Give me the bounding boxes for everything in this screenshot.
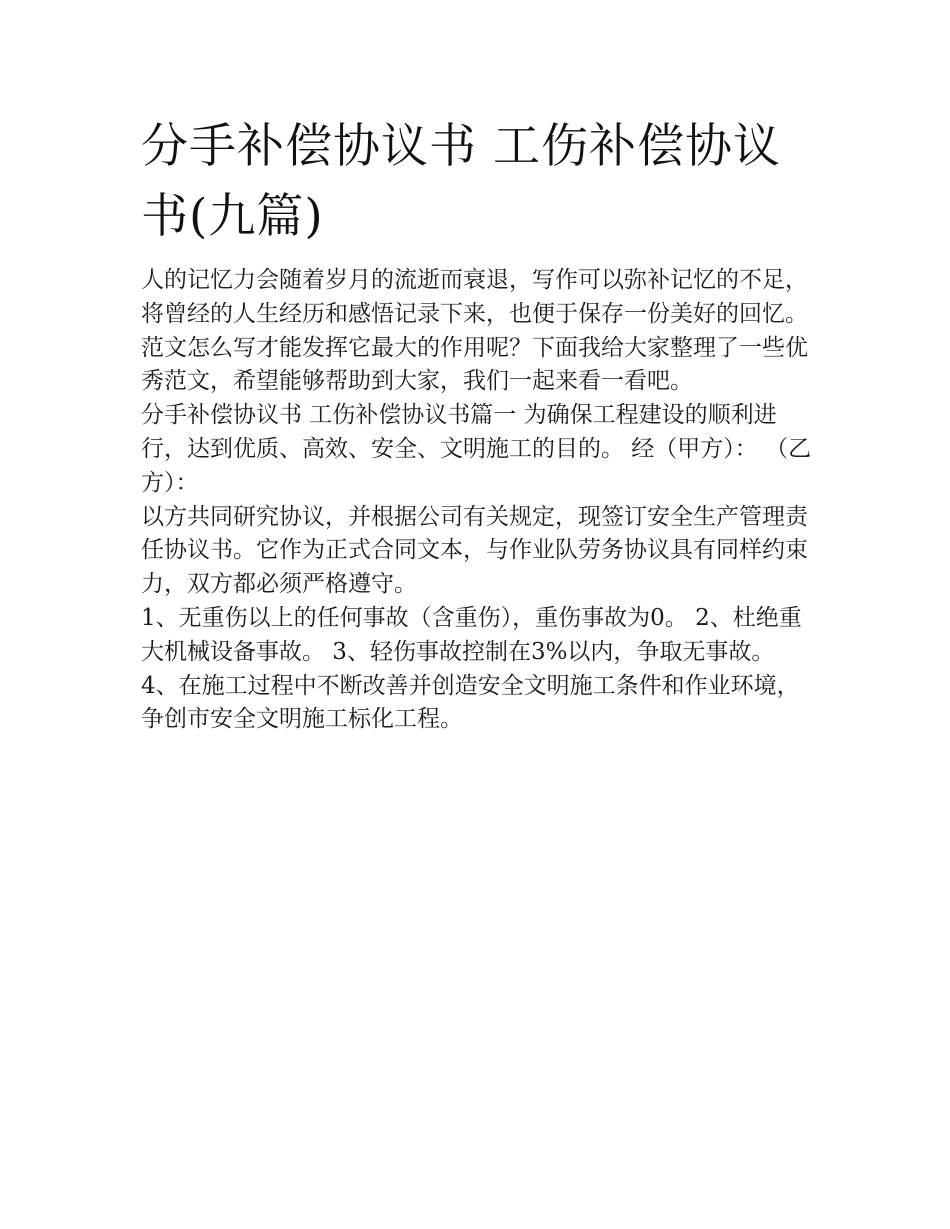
paragraph-goals-1-3: 1、无重伤以上的任何事故（含重伤），重伤事故为0。 2、杜绝重大机械设备事故。 3、轻伤事故控制在3%以内，争取无事故。	[141, 604, 802, 665]
paragraph-intro: 人的记忆力会随着岁月的流逝而衰退，写作可以弥补记忆的不足，将曾经的人生经历和感悟记录下来，也便于保存一份美好的回忆。范文怎么写才能发挥它最大的作用呢？下面我给大家整理了一些优秀范文，希望能够帮助到大家，我们一起来看一看吧。	[141, 267, 808, 395]
document-body	[141, 112, 813, 737]
paragraph-agreement: 以方共同研究协议，并根据公司有关规定，现签订安全生产管理责任协议书。它作为正式合同文本，与作业队劳务协议具有同样约束力，双方都必须严格遵守。	[141, 503, 808, 598]
document-title: 分手补偿协议书 工伤补偿协议书(九篇)	[141, 119, 781, 244]
paragraph-goal-4: 4、在施工过程中不断改善并创造安全文明施工条件和作业环境，争创市安全文明施工标化工程。	[141, 672, 800, 733]
paragraph-article-one: 分手补偿协议书 工伤补偿协议书篇一 为确保工程建设的顺利进行，达到优质、高效、安全、文明施工的目的。 经（甲方）： （乙方）：	[141, 402, 812, 496]
